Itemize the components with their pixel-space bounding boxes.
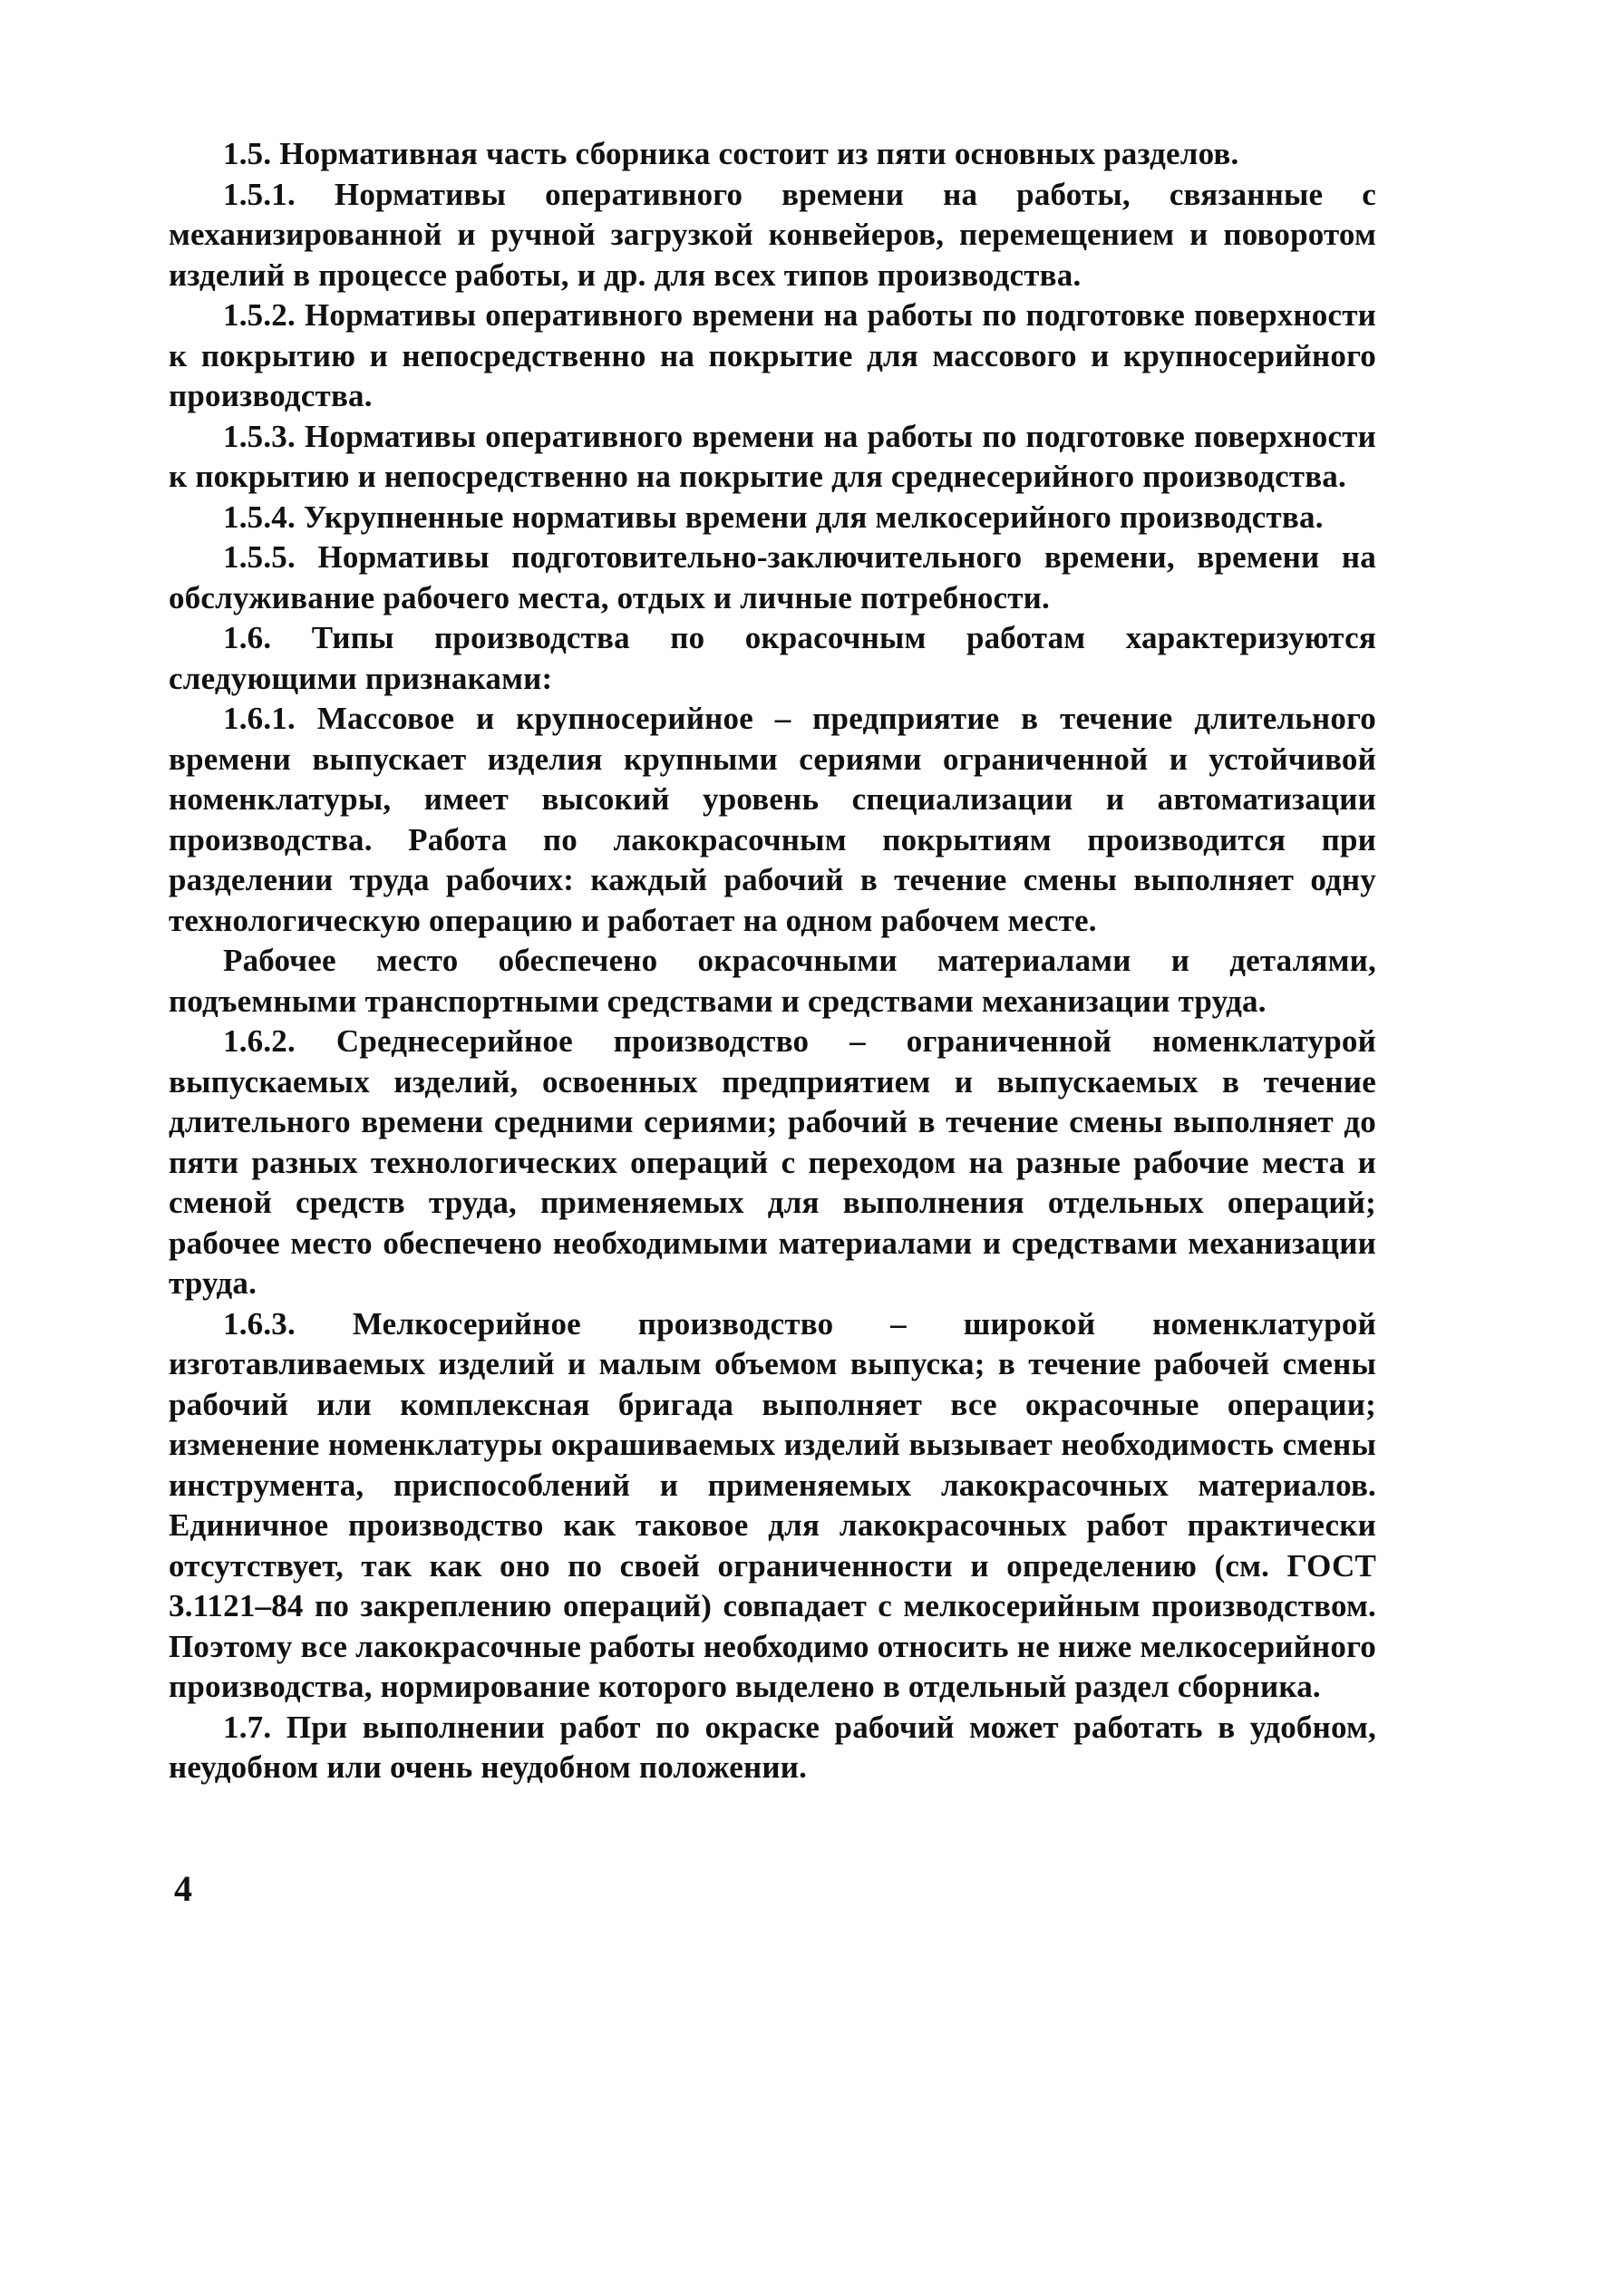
paragraph-1-5-3: 1.5.3. Нормативы оперативного времени на работы по подготовке поверхности к покрытию и непосредственно на покрытие для среднесерийного производства. [169, 418, 1376, 494]
body-text [169, 134, 1376, 1788]
paragraph-1-5-2: 1.5.2. Нормативы оперативного времени на работы по подготовке поверхности к покрытию и непосредственно на покрытие для массового и крупносерийного производства. [169, 297, 1376, 413]
paragraph-1-5-4: 1.5.4. Укрупненные нормативы времени для мелкосерийного производства. [223, 499, 1324, 535]
paragraph-1-6-3: 1.6.3. Мелкосерийное производство – широкой номенклатурой изготавливаемых изделий и малым объемом выпуска; в течение рабочей смены рабочий или комплексная бригада выполняет все окрасочные операции; изменение номенклатуры окрашиваемых изделий вызывает необходимость смены инструмента, приспособлений и применяемых лакокрасочных материалов. Единичное производство как таковое для лакокрасочных работ практически отсутствует, так как оно по своей ограниченности и определению (см. ГОСТ 3.1121–84 по закреплению операций) совпадает с мелкосерийным производством. Поэтому все лакокрасочные работы необходимо относить не ниже мелкосерийного производства, нормирование которого выделено в отдельный раздел сборника. [169, 1305, 1376, 1704]
paragraph-1-7: 1.7. При выполнении работ по окраске рабочий может работать в удобном, неудобном или очень неудобном положении. [169, 1709, 1376, 1785]
paragraph-workplace: Рабочее место обеспечено окрасочными материалами и деталями, подъемными транспортными средствами и средствами механизации труда. [169, 943, 1376, 1019]
paragraph-1-6: 1.6. Типы производства по окрасочным работам характеризуются следующими признаками: [169, 620, 1376, 696]
paragraph-1-6-1: 1.6.1. Массовое и крупносерийное – предприятие в течение длительного времени выпускает изделия крупными сериями ограниченной и устойчивой номенклатуры, имеет высокий уровень специализации и автоматизации производства. Работа по лакокрасочным покрытиям производится при разделении труда рабочих: каждый рабочий в течение смены выполняет одну технологическую операцию и работает на одном рабочем месте. [169, 701, 1376, 938]
paragraph-1-5-1: 1.5.1. Нормативы оперативного времени на работы, связанные с механизированной и ручной загрузкой конвейеров, перемещением и поворотом изделий в процессе работы, и др. для всех типов производства. [169, 176, 1376, 293]
paragraph-1-5-5: 1.5.5. Нормативы подготовительно-заключительного времени, времени на обслуживание рабочего места, отдых и личные потребности. [169, 539, 1376, 615]
paragraph-1-6-2: 1.6.2. Среднесерийное производство – ограниченной номенклатурой выпускаемых изделий, освоенных предприятием и выпускаемых в течение длительного времени средними сериями; рабочий в течение смены выполняет до пяти разных технологических операций с переходом на разные рабочие места и сменой средств труда, применяемых для выполнения отдельных операций; рабочее место обеспечено необходимыми материалами и средствами механизации труда. [169, 1023, 1376, 1301]
page-number: 4 [174, 1868, 192, 1909]
paragraph-1-5: 1.5. Нормативная часть сборника состоит из пяти основных разделов. [223, 136, 1239, 171]
